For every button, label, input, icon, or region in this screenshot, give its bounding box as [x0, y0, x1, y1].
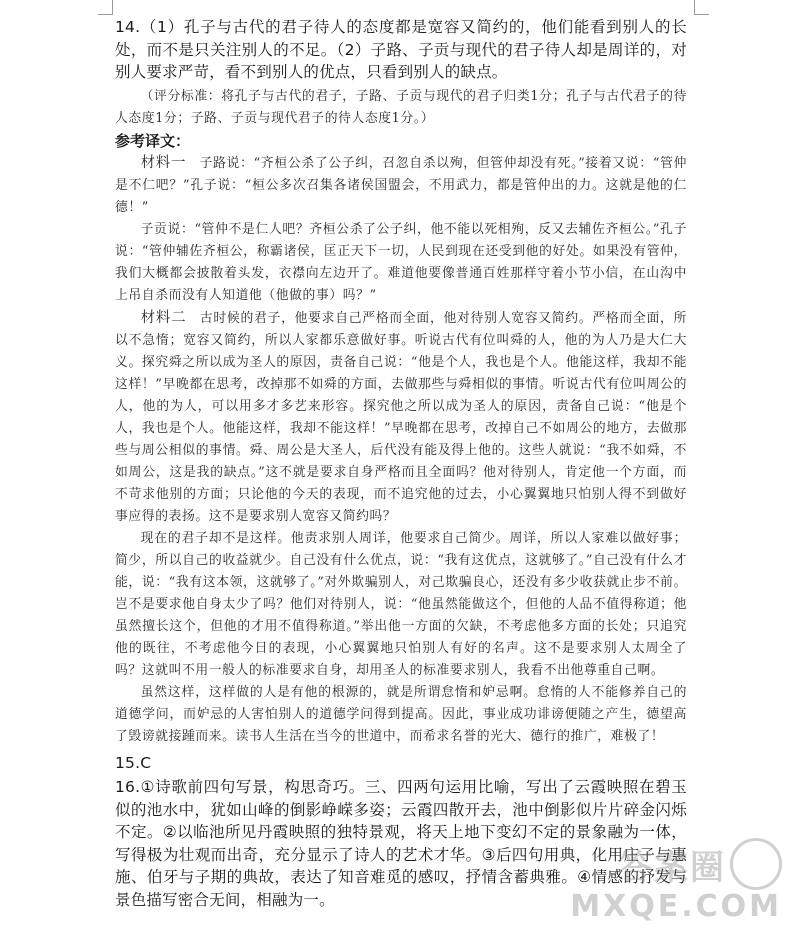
- watermark-site: MXQE.COM: [570, 889, 782, 924]
- material-2-paragraph-3: 虽然这样，这样做的人是有他的根源的，就是所谓怠惰和妒忌啊。怠惰的人不能修养自己的道德学问，而妒忌的人害怕别人的道德学问得到提高。因此，事业成功诽谤便随之产生，德望高了毁谤就接踵而来。读书人生活在当今的世道中，而希求名誉的光大、德行的推广，难极了！: [115, 684, 687, 744]
- material-1-paragraph-2: 子贡说：“管仲不是仁人吧？齐桓公杀了公子纠，他不能以死相殉，反又去辅佐齐桓公。”孔子说：“管仲辅佐齐桓公，称霸诸侯，匡正天下一切，人民到现在还受到他的好处。如果没有管仲，我们大概都会披散着头发，衣襟向左边开了。难道他要像普通百姓那样守着小节小信，在山沟中上吊自杀而没有人知道他（他做的事）吗？”: [115, 221, 687, 303]
- material-1-label: 材料一: [140, 154, 187, 171]
- document-page: [115, 16, 687, 913]
- question-14-answer: 14.（1）孔子与古代的君子待人的态度都是宽容又简约的，他们能看到别人的长处，而不是只关注别人的不足。（2）子路、子贡与现代的君子待人却是周详的，对别人要求严苛，看不到别人的优点，只看到别人的缺点。: [115, 18, 687, 81]
- material-2-text-1: 古时候的君子，他要求自己严格而全面，他对待别人宽容又简约。严格而全面，所以不急惰；宽容又简约，所以人家都乐意做好事。听说古代有位叫舜的人，他的为人乃是大仁大义。探究舜之所以成为圣人的原因，责备自己说：“他是个人，我也是个人。他能这样，我却不能这样！”早晚都在思考，改掉那不如舜的方面，去做那些与舜相似的事情。听说古代有位叫周公的人，他的为人，可以用多才多艺来形容。探究他之所以成为圣人的原因，责备自己说：“他是个人，我也是个人。他能这样，我却不能这样！”早晚都在思考，改掉自己不如周公的地方，去做那些与周公相似的事情。舜、周公是大圣人，后代没有能及得上他的。这些人就说：“我不如舜，不如周公，这是我的缺点。”这不就是要求自身严格而且全面吗？他对待别人，肯定他一个方面，而不苛求他别的方面；只论他的今天的表现，而不追究他的过去，小心翼翼地只怕别人得不到做好事应得的表扬。这不是要求别人宽容又简约吗？: [115, 310, 687, 524]
- material-1-text-1: 子路说：“齐桓公杀了公子纠，召忽自杀以殉，但管仲却没有死。”接着又说：“管仲是不仁吧？”孔子说：“桓公多次召集各诸侯国盟会，不用武力，都是管仲出的力。这就是他的仁德！”: [115, 155, 687, 215]
- watermark-brand: 答案圈: [618, 847, 726, 888]
- material-1-paragraph-1: [115, 152, 687, 219]
- page-corner-mark-left: [98, 0, 113, 15]
- translation-heading: 参考译文：: [115, 131, 191, 150]
- material-2-label: 材料二: [140, 309, 187, 326]
- material-2-paragraph-1: [115, 307, 687, 528]
- question-15-answer: 15.C: [115, 753, 152, 772]
- question-14-scoring: （评分标准：将孔子与古代的君子，子路、子贡与现代的君子归类1分；孔子与古代君子的待人态度1分；子路、子贡与现代君子的待人态度1分。）: [115, 88, 687, 126]
- page-corner-mark-right: [694, 0, 709, 15]
- question-16-answer: 16.①诗歌前四句写景，构思奇巧。三、四两句运用比喻，写出了云霞映照在碧玉似的池水中，犹如山峰的倒影峥嵘多姿；云霞四散开去，池中倒影似片片碎金闪烁不定。②以临池所见丹霞映照的独特景观，将天上地下变幻不定的景象融为一体，写得极为壮观而出奇，充分显示了诗人的艺术才华。③后四句用典，化用庄子与惠施、伯牙与子期的典故，表达了知音难觅的感叹，抒情含蓄典雅。④情感的抒发与景色描写密合无间，相融为一。: [115, 778, 687, 909]
- material-2-paragraph-2: 现在的君子却不是这样。他责求别人周详，他要求自己简少。周详，所以人家难以做好事；简少，所以自己的收益就少。自己没有什么优点，说：“我有这优点，这就够了。”自己没有什么才能，说：“我有这本领，这就够了。”对外欺骗别人，对己欺骗良心，还没有多少收获就止步不前。岂不是要求他自身太少了吗？他们对待别人，说：“他虽然能做这个，但他的人品不值得称道；他虽然擅长这个，但他的才用不值得称道。”举出他一方面的欠缺，不考虑他多方面的长处；只追究他的既往，不考虑他今日的表现，小心翼翼地只怕别人有好的名声。这不是要求别人太周全了吗？这就叫不用一般人的标准要求自身，却用圣人的标准要求别人，我看不出他尊重自己啊。: [115, 530, 687, 678]
- watermark-circle-icon: [730, 838, 782, 890]
